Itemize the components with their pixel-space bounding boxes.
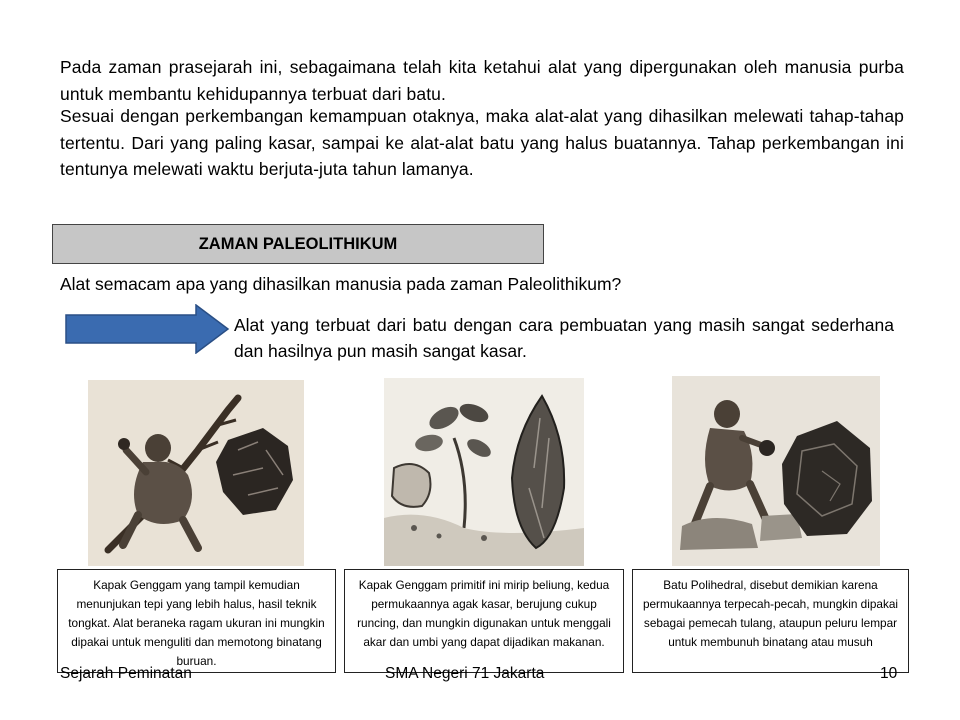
section-heading-box [52, 224, 544, 264]
footer-school: SMA Negeri 71 Jakarta [385, 665, 545, 682]
intro-paragraph-2: Sesuai dengan perkembangan kemampuan otaknya, maka alat-alat yang dihasilkan melewati tahap-tahap tertentu. Dari yang paling kasar, sampai ke alat-alat batu yang halus buatannya. Tahap perkembangan ini tentunya melewati waktu berjuta-juta tahun lamanya. [60, 106, 904, 179]
illustration-hand-axe-stick [88, 380, 304, 566]
illustration-polyhedral-stone [672, 376, 880, 566]
caption-text-2: Kapak Genggam primitif ini mirip beliung, kedua permukaannya agak kasar, berujung cukup runcing, dan mungkin digunakan untuk menggali akar dan umbi yang dapat dijadikan makanan. [357, 578, 611, 649]
caption-pointed-hand-axe [344, 569, 624, 673]
caption-text-1: Kapak Genggam yang tampil kemudian menunjukan tepi yang lebih halus, hasil teknik tongkat. Alat beraneka ragam ukuran ini mungkin dipakai untuk menguliti dan memotong binatang buruan. [68, 578, 325, 668]
caption-hand-axe-stick [57, 569, 336, 673]
caption-polyhedral-stone [632, 569, 909, 673]
illustration-pointed-hand-axe [384, 378, 584, 566]
section-heading: ZAMAN PALEOLITHIKUM [198, 234, 398, 253]
footer-subject: Sejarah Peminatan [60, 665, 192, 682]
footer-page-number: 10 [880, 665, 898, 682]
answer-text: Alat yang terbuat dari batu dengan cara pembuatan yang masih sangat sederhana dan hasilnya pun masih sangat kasar. [234, 315, 894, 361]
question-text: Alat semacam apa yang dihasilkan manusia pada zaman Paleolithikum? [60, 274, 622, 294]
right-arrow-icon [64, 304, 230, 354]
caption-text-3: Batu Polihedral, disebut demikian karena permukaannya terpecah-pecah, mungkin dipakai sebagai pemecah tulang, ataupun peluru lempar untuk membunuh binatang atau musuh [642, 578, 899, 649]
intro-paragraph-1: Pada zaman prasejarah ini, sebagaimana telah kita ketahui alat yang dipergunakan oleh manusia purba untuk membantu kehidupannya terbuat dari batu. [60, 57, 904, 104]
